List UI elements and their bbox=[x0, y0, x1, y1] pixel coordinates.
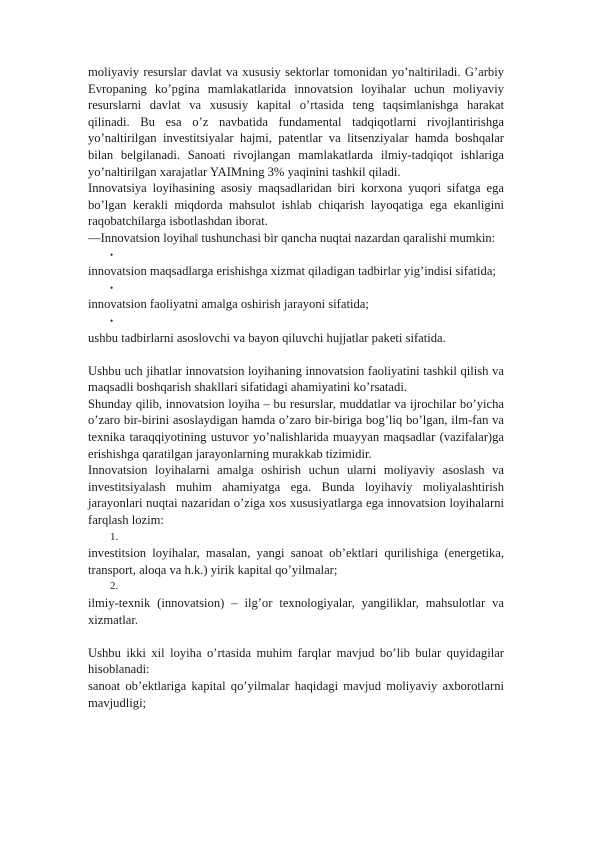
spacer bbox=[88, 346, 504, 363]
bullet-item-2: innovatsion faoliyatni amalga oshirish jarayoni sifatida; bbox=[88, 297, 369, 312]
paragraph-financing: Innovatsion loyihalarni amalga oshirish uchun ularni moliyaviy asoslash va investitsiyalash muhim ahamiyatga ega. Bunda loyihaviy moliyalashtirish jarayonlari nuqtai nazaridan o’ziga xos xususiyatlarga ega innovatsion loyihalarni farqlash lozim: bbox=[88, 463, 504, 528]
paragraph-project-goal: Innovatsiya loyihasining asosiy maqsadlaridan biri korxona yuqori sifatga ega bo’lgan kerakli miqdorda mahsulot ishlab chiqarish layoqatiga ega ekanligini raqobatchilarga isbotlashdan iborat. bbox=[88, 181, 504, 229]
bullet-marker-3: • bbox=[110, 315, 114, 326]
bullet-item-3: ushbu tadbirlarni asoslovchi va bayon qiluvchi hujjatlar paketi sifatida. bbox=[88, 330, 446, 345]
numbered-item-2: ilmiy-texnik (innovatsion) – ilg’or texnologiyalar, yangiliklar, mahsulotlar va xizmatlar. bbox=[88, 596, 504, 627]
numbered-item-1: investitsion loyihalar, masalan, yangi sanoat ob’ektlari qurilishiga (energetika, transport, aloqa va h.k.) yirik kapital qo’yilmalar; bbox=[88, 546, 504, 577]
paragraph-three-aspects: Ushbu uch jihatlar innovatsion loyihaning innovatsion faoliyatini tashkil qilish va maqsadli boshqarish shakllari sifatidagi ahamiyatini ko’rsatadi. bbox=[88, 363, 504, 395]
bullet-item-1: innovatsion maqsadlarga erishishga xizmat qiladigan tadbirlar yig’indisi sifatida; bbox=[88, 264, 496, 279]
paragraph-differences: Ushbu ikki xil loyiha o’rtasida muhim farqlar mavjud bo’lib bular quyidagilar hisoblanadi: bbox=[88, 645, 504, 677]
bullet-marker-1: • bbox=[110, 249, 114, 260]
list-number-2: 2. bbox=[110, 580, 119, 593]
paragraph-financial-info: sanoat ob’ektlariga kapital qo’yilmalar haqidagi mavjud moliyaviy axborotlarni mavjudligi; bbox=[88, 678, 504, 710]
bullet-marker-2: • bbox=[110, 282, 114, 293]
paragraph-concept-intro: ―Innovatsion loyiha‖ tushunchasi bir qancha nuqtai nazardan qaralishi mumkin: bbox=[88, 230, 496, 245]
spacer bbox=[88, 628, 504, 645]
list-number-1: 1. bbox=[110, 530, 119, 543]
document-page bbox=[88, 64, 504, 711]
paragraph-funding: moliyaviy resurslar davlat va xususiy sektorlar tomonidan yo’naltiriladi. G’arbiy Evropaning ko’pgina mamlakatlarida innovatsion loyihalar uchun moliyaviy resurslarni davlat va xususiy kapital o’rtasida teng taqsimlanishga harakat qilinadi. Bu esa o’z navbatida fundamental tadqiqotlarni rivojlantirishga yo’naltirilgan investitsiyalar hajmi, patentlar va litsenziyalar hamda boshqalar bilan belgilanadi. Sanoati rivojlangan mamlakatlarda ilmiy-tadqiqot ishlariga yo’naltirilgan xarajatlar YAIMning 3% yaqinini tashkil qiladi. bbox=[88, 65, 504, 179]
paragraph-definition: Shunday qilib, innovatsion loyiha – bu resurslar, muddatlar va ijrochilar bo’yicha o’zaro bir-birini asoslaydigan hamda o’zaro bir-biriga bog’liq bo’lgan, ilm-fan va texnika taraqqiyotining ustuvor yo’nalishlarida muayyan maqsadlar (vazifalar)ga erishishga qaratilgan jarayonlarning murakkab tizimidir. bbox=[88, 396, 504, 461]
